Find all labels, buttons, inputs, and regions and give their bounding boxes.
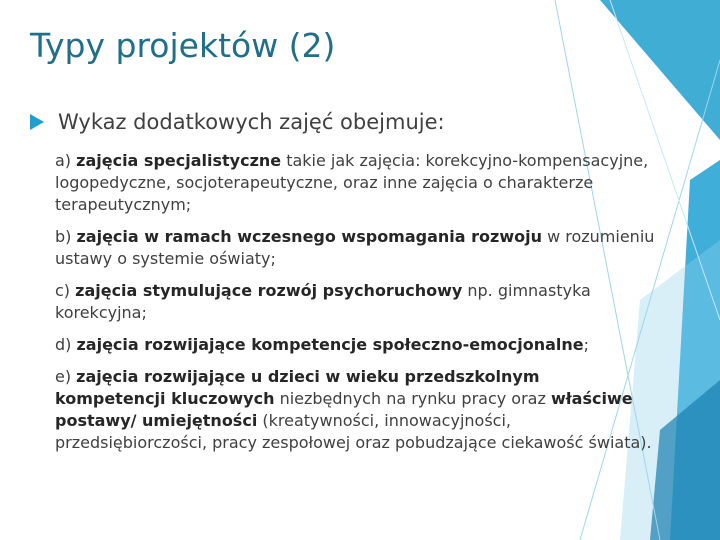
list-item [55,366,655,454]
slide-title: Typy projektów (2) [30,26,336,65]
item-prefix: d) [55,335,77,354]
item-text: takie jak zajęcia: korekcyjno-kompensacyjne, logopedyczne, socjoterapeutyczne, oraz inne zajęcia o charakterze terapeutycznym; [55,151,649,214]
list-item [55,226,655,270]
activity-list [55,150,655,464]
list-item [55,334,655,356]
item-text: ; [583,335,590,354]
item-text: np. gimnastyka korekcyjna; [55,281,591,322]
item-bold-text: zajęcia stymulujące rozwój psychoruchowy [75,281,463,300]
item-prefix: a) [55,151,77,170]
item-bold-text: zajęcia rozwijające u dzieci w wieku przedszkolnym kompetencji kluczowych [55,367,540,408]
item-bold-text: zajęcia w ramach wczesnego wspomagania rozwoju [76,227,542,246]
item-text: (kreatywności, innowacyjności, przedsiębiorczości, pracy zespołowej oraz pobudzające ciekawość świata). [55,411,652,452]
accent-shard-top [600,0,720,140]
item-prefix: c) [55,281,76,300]
item-text: w rozumieniu ustawy o systemie oświaty; [55,227,655,268]
item-bold-text: właściwe postawy/ umiejętności [55,389,633,430]
item-text: niezbędnych na rynku pracy oraz [274,389,551,408]
item-prefix: b) [55,227,77,246]
main-bullet [30,110,445,134]
item-prefix: e) [55,367,77,386]
bullet-text: Wykaz dodatkowych zajęć obejmuje: [58,110,445,134]
item-bold-text: zajęcia rozwijające kompetencje społeczno-emocjonalne [76,335,584,354]
list-item [55,150,655,216]
triangle-bullet-icon [30,114,44,130]
item-bold-text: zajęcia specjalistyczne [76,151,282,170]
list-item [55,280,655,324]
